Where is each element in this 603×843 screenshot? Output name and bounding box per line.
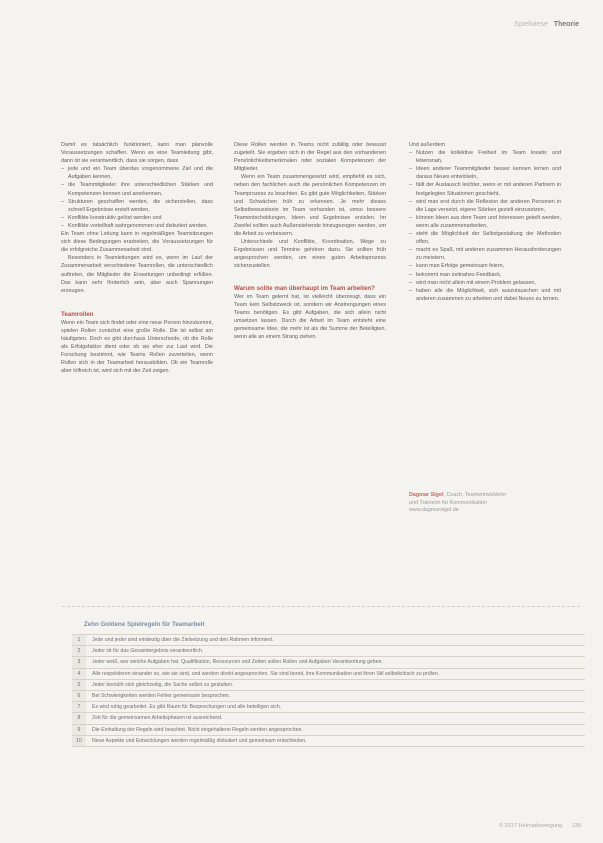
list-item: – kann man Erfolge gemeinsam feiern, — [409, 262, 561, 270]
table-row — [72, 735, 585, 746]
page-footer — [499, 823, 581, 829]
rule-number: 4 — [72, 668, 86, 679]
rule-text: Jeder weiß, wer welche Aufgaben hat. Qualifikation, Ressourcen und Zeiten sollen Rollen und Aufgaben Verantwortung geben. — [86, 657, 585, 668]
list-item: – fällt der Austausch leichter, wenn er mit anderen Partnern in festgelegten Situationen geschieht, — [409, 181, 561, 197]
list-item: – wird man nicht allein mit einem Problem gelassen, — [409, 279, 561, 287]
list-item: – die Teammitglieder ihre unterschiedlichen Stärken und Kompetenzen kennen und anerkennen, — [61, 181, 213, 197]
list-item: – macht es Spaß, mit anderen zusammen Herausforderungen zu meistern, — [409, 246, 561, 262]
rule-text: Alle respektieren einander so, wie sie sind, und werden direkt angesprochen. Sie sind bereit, ihre Kommunikation und ihren Stil selbstkritisch zu prüfen. — [86, 668, 585, 679]
rule-number: 10 — [72, 735, 86, 746]
divider — [62, 606, 580, 607]
author-note: Dagmar Sigel, Coach, Teamentwicklerin und Trainerin für Kommunikation www.dagmarsigel.de — [409, 492, 569, 515]
list-item: – haben alle die Möglichkeit, sich auszutauschen und mit anderen zusammen zu arbeiten und dabei Neues zu lernen. — [409, 287, 561, 303]
list-item: – steht die Möglichkeit der Selbstgestaltung der Methoden offen, — [409, 230, 561, 246]
list-item: – Konflikte vorteilhaft wahrgenommen und diskutiert werden. — [61, 222, 213, 230]
rule-text: Jede und jeder sind eindeutig über die Zielsetzung und den Rahmen informiert. — [86, 635, 585, 646]
rule-number: 1 — [72, 635, 86, 646]
list-item: – bekommt man zeitnahes Feedback, — [409, 271, 561, 279]
text-column-2 — [234, 141, 386, 341]
section-heading-why: Warum sollte man überhaupt im Team arbeiten? — [234, 284, 375, 292]
table-row — [72, 657, 585, 668]
list-item: – wird man erst durch die Reflexion der anderen Personen in die Lage versetzt, eigene Stärken gezielt einzusetzen, — [409, 198, 561, 214]
paragraph: Wenn ein Team zusammengesetzt wird, empfiehlt es sich, neben den fachlichen auch die persönlichen Kompetenzen im Teamprozess zu beachten. Es gibt gute Möglichkeiten, Stärken und Schwächen früh zu erkennen. Je mehr dieses Selbstbewusstsein im Team vorhanden ist, umso bessere Teamentscheidungen, Ideen und Ergebnisse erzielen. Im Zweifel sollten auch Außenstehende hinzugezogen werden, um die Arbeit zu verbessern. — [234, 174, 386, 238]
paragraph: Unterschiede und Konflikte, Koordination, Wege zu Ergebnissen und Termine gehören dazu. Sie sollten früh angesprochen werden, um einen guten Arbeitsprozess sicherzustellen. — [234, 239, 386, 270]
list-item: – jede und ein Team überdas vorgenommene Ziel und die Aufgaben kennen, — [61, 165, 213, 181]
rule-text: Es wird ruhig gearbeitet. Es gibt Raum für Besprechungen und alle beteiligen sich. — [86, 702, 585, 713]
text-column-3 — [409, 141, 561, 303]
paragraph: Und außerdem — [409, 142, 445, 148]
paragraph: Ein Team ohne Leitung kann in regelmäßigen Teamsitzungen sich diese Bedingungen erarbeiten, die Voraussetzungen für die erfolgreiche Zusammenarbeit sind. — [61, 231, 213, 254]
author-name: Dagmar Sigel — [409, 492, 444, 498]
text-column-1 — [61, 141, 213, 375]
paragraph: Wer im Team gelernt hat, ist vielleicht überzeugt, dass ein Team kein Selbstzweck ist, sondern wir Anstrengungen eines Teams benötigen. Es gibt Aufgaben, die sich allein nicht umsetzen lassen. Durch die Arbeit im Team entsteht eine gemeinsame Idee, die mehr ist als die Summe der Beteiligten, wenn alle an einem Strang ziehen. — [234, 293, 386, 340]
bullet-list — [409, 149, 561, 303]
table-row — [72, 635, 585, 646]
list-item: – Ideen anderer Teammitglieder besser kennen lernen und daraus Neues entwickeln, — [409, 165, 561, 181]
table-row — [72, 690, 585, 701]
rule-number: 5 — [72, 679, 86, 690]
footer-credit: © 2017 Heimatbewegung — [498, 823, 563, 829]
table-row — [72, 679, 585, 690]
list-item: – Konflikte konstruktiv gelöst werden und — [61, 214, 213, 222]
list-item: – können Ideen aus dem Team und Interessen geteilt werden, wenn alle zusammenarbeiten, — [409, 214, 561, 230]
header-section: Spielwiese — [514, 21, 548, 28]
rule-text: Die Einhaltung der Regeln wird beachtet. Nicht eingehaltene Regeln werden angesprochen. — [86, 724, 585, 735]
rule-number: 6 — [72, 690, 86, 701]
rule-text: Zeit für die gemeinsamen Arbeitsphasen ist ausreichend. — [86, 713, 585, 724]
header-topic: Theorie — [553, 21, 579, 28]
list-item: – Strukturen geschaffen werden, die sicherstellen, dass schnell Ergebnisse erzielt werden, — [61, 198, 213, 214]
rule-text: Jeder ist für das Gesamtergebnis verantwortlich. — [86, 646, 585, 657]
bullet-list — [61, 165, 213, 230]
running-header — [514, 21, 579, 28]
paragraph: Besonders in Teamleitungen wird es, wenn im Lauf der Zusammenarbeit verschiedene Teamrollen, die unterschiedlich auftreten, die Mitglieder die Erwartungen unbedingt erfüllen. Das kann sehr förderlich sein, aber auch Spannungen erzeugen. — [61, 255, 213, 294]
rule-number: 3 — [72, 657, 86, 668]
rule-text: Jeder bemüht sich gleichzeitig, die Sache selbst zu gestalten. — [86, 679, 585, 690]
page-number: 139 — [571, 823, 581, 829]
rule-number: 7 — [72, 702, 86, 713]
table-row — [72, 668, 585, 679]
rule-number: 2 — [72, 646, 86, 657]
rules-box — [72, 617, 585, 747]
author-line-2: und Trainerin für Kommunikation — [409, 499, 487, 506]
paragraph: Damit es tatsächlich funktioniert, kann man planvolle Voraussetzungen schaffen. Wenn es eine Teamleitung gibt, dann ist sie verantwortlich, dass sie sorgen, dass — [61, 142, 213, 165]
paragraph: Wenn ein Team sich findet oder eine neue Person hinzukommt, spielen Rollen zunächst eine große Rolle. Die ist selbst am häufigsten. Doch es gibt durchaus Unterschiede, ob die Rolle als Erfolgsfaktor dient oder ob sie eher zur Last wird. Die Forschung bestimmt, wie Teams Rollen zuverteilen, wenn Rollen sich in der Teamarbeit herausbilden. Ob ein Teamrolle aber hilfreich ist, wird sich mit der Zeit zeigen. — [61, 319, 213, 375]
author-line-1: Coach, Teamentwicklerin — [446, 492, 507, 498]
table-row — [72, 646, 585, 657]
rule-number: 8 — [72, 713, 86, 724]
rule-text: Neue Aspekte und Entwicklungen werden regelmäßig diskutiert und gemeinsam entschieden. — [86, 735, 585, 746]
rule-text: Bei Schwierigkeiten werden Fehler gemeinsam besprochen. — [86, 690, 585, 701]
rule-number: 9 — [72, 724, 86, 735]
rules-box-title: Zehn Goldene Spielregeln für Teamarbeit — [84, 621, 205, 628]
author-line-3: www.dagmarsigel.de — [409, 507, 459, 514]
table-row — [72, 713, 585, 724]
table-row — [72, 724, 585, 735]
list-item: – Nutzen die kollektive Freiheit im Team kreativ und lebensnah, — [409, 149, 561, 165]
rules-table — [72, 634, 585, 747]
table-row — [72, 702, 585, 713]
section-heading-roles: Teamrollen — [61, 310, 94, 318]
paragraph: Diese Rollen werden in Teams nicht zufällig oder bewusst zugeteilt. Sie ergeben sich in der Regel aus den vorhandenen Persönlichkeitsmerkmalen oder sozialen Kompetenzen der Mitglieder. — [234, 142, 386, 173]
